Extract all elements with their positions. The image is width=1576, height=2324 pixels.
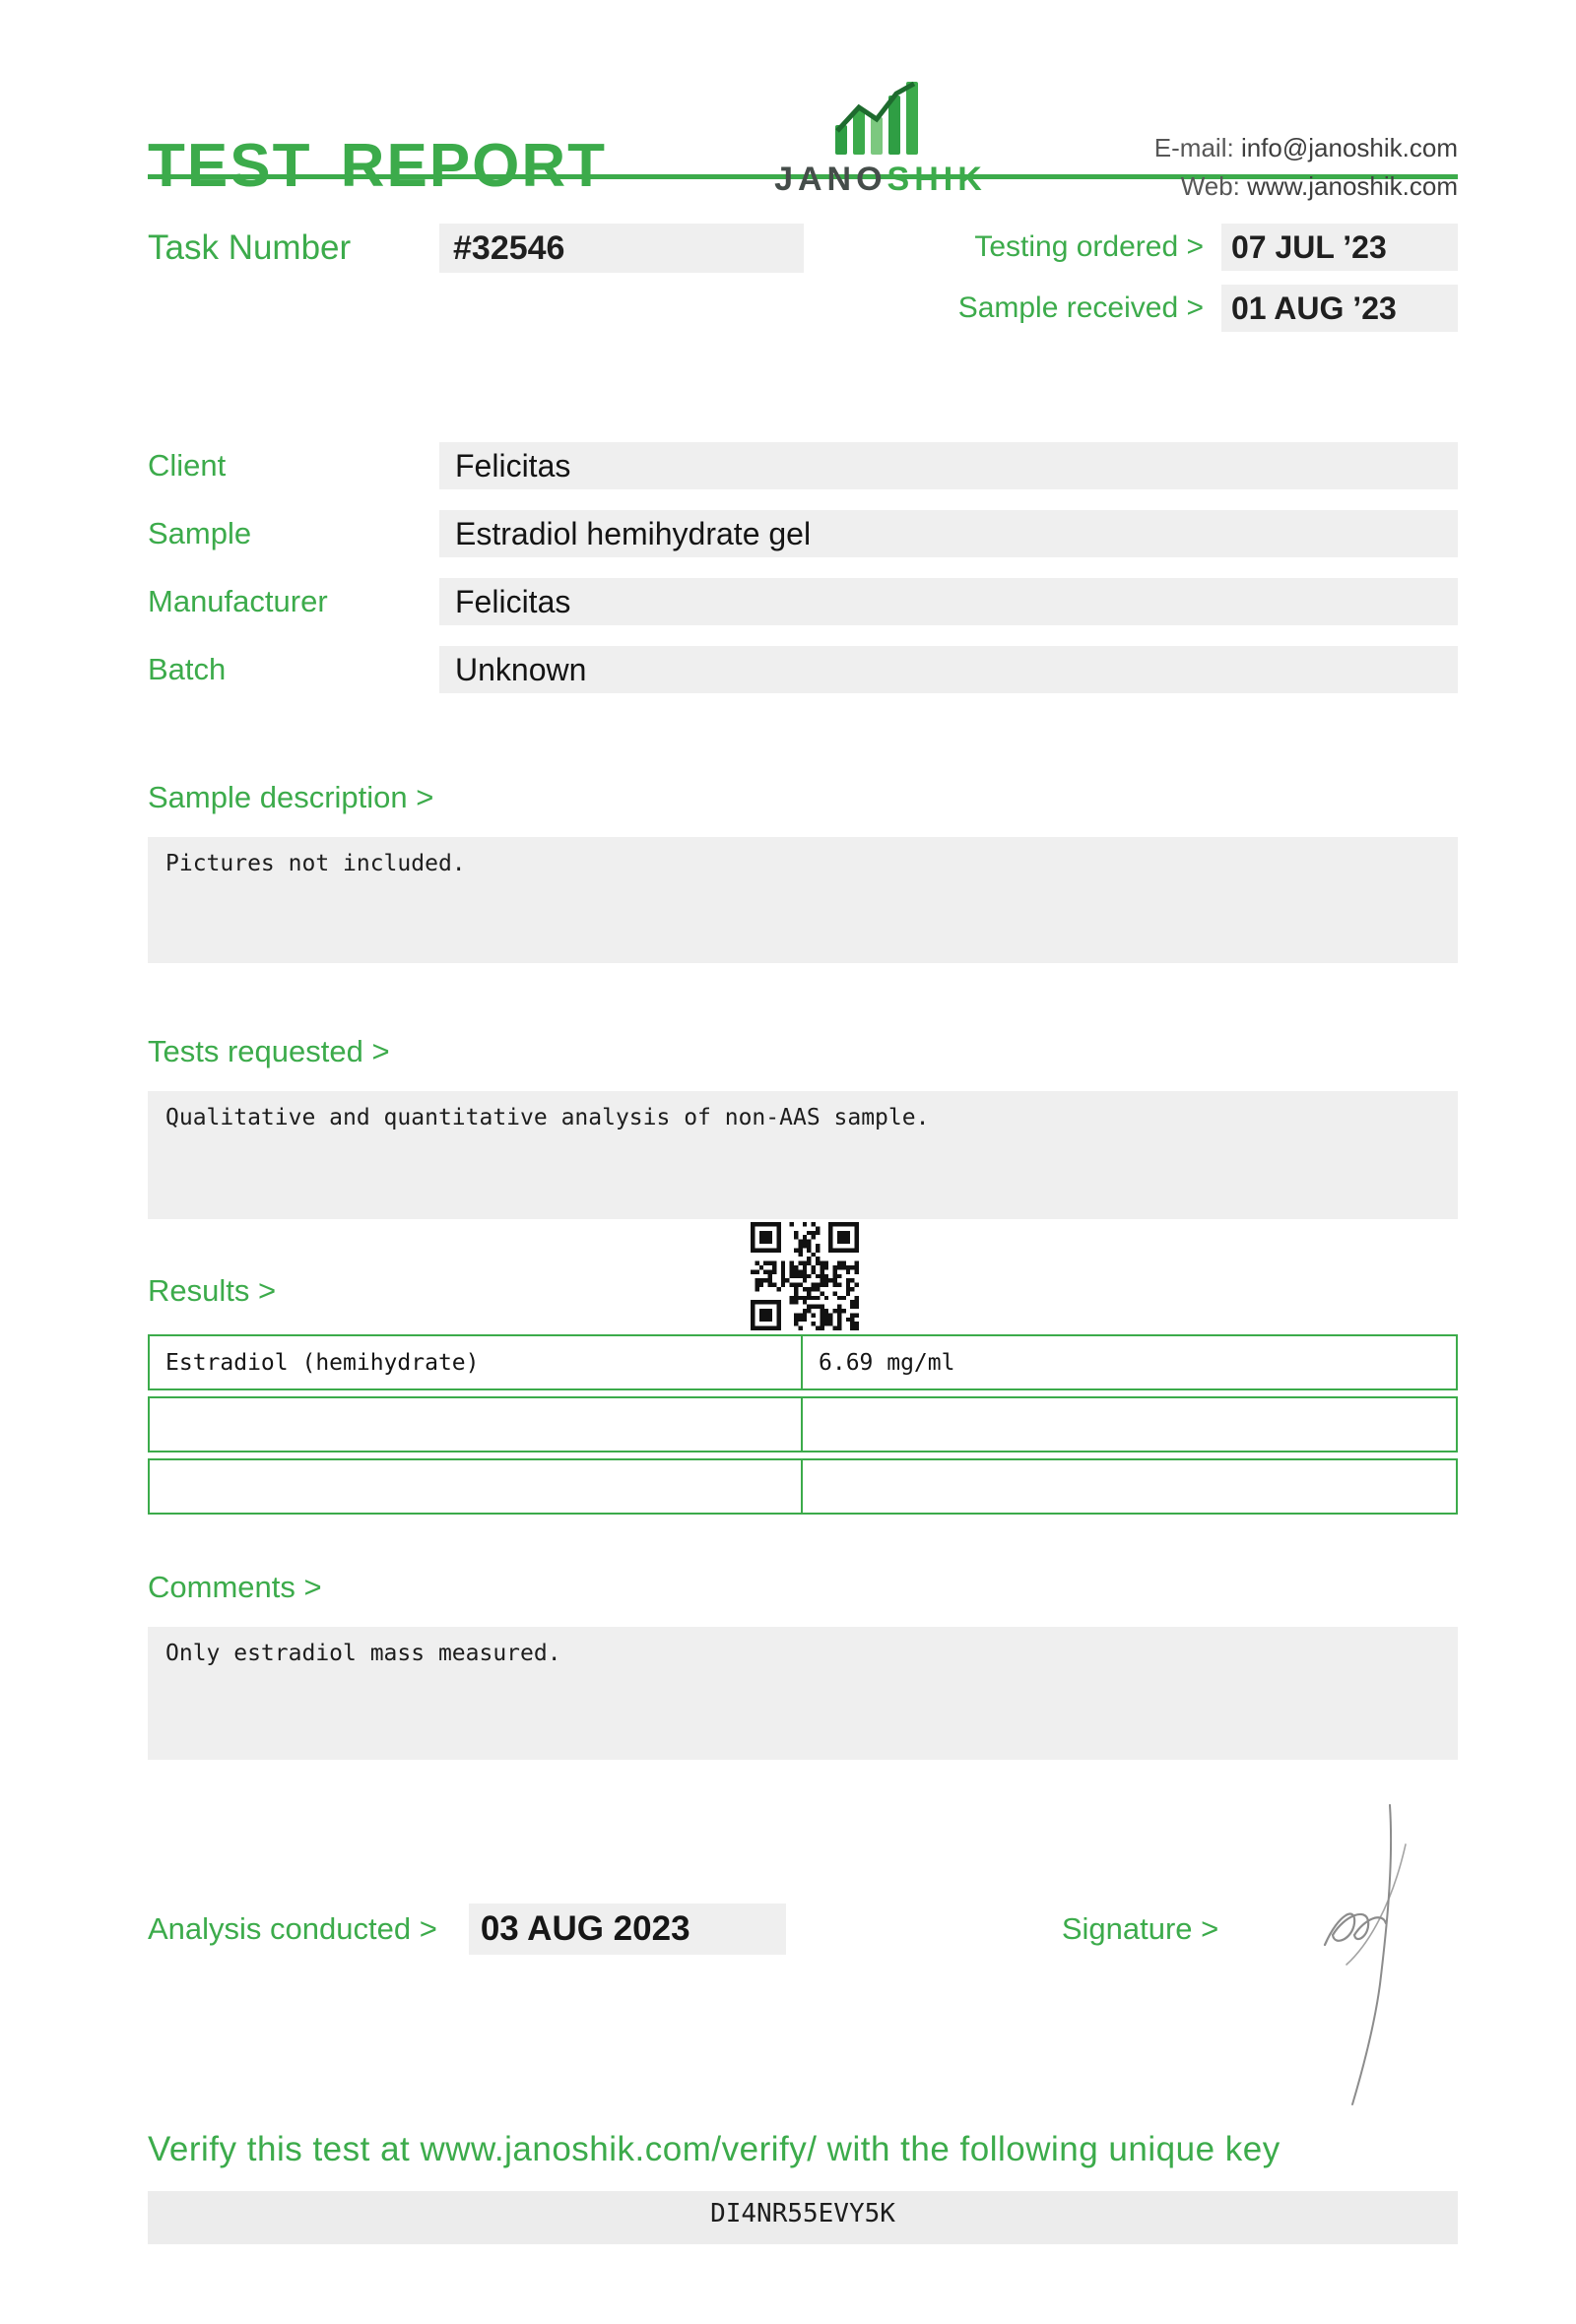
web-value: www.janoshik.com: [1247, 171, 1458, 201]
email-value: info@janoshik.com: [1240, 133, 1458, 162]
manufacturer-value: Felicitas: [439, 578, 1458, 625]
signature-handwriting: [1295, 1797, 1443, 2112]
results-heading: Results >: [148, 1273, 277, 1308]
sample-description-section: [148, 780, 1458, 963]
comments-text: Only estradiol mass measured.: [148, 1627, 1458, 1760]
bar-chart-logo-icon: [831, 80, 930, 159]
contact-web: [1154, 167, 1458, 206]
sample-label: Sample: [148, 516, 252, 550]
logo-text-dark: JANO: [774, 161, 887, 198]
detail-row-client: [148, 442, 1458, 489]
results-table: [148, 1334, 1458, 1515]
comments-section: [148, 1570, 1458, 1760]
task-number-row: [148, 224, 804, 273]
detail-row-manufacturer: [148, 578, 1458, 625]
client-value: Felicitas: [439, 442, 1458, 489]
logo-text-green: SHIK: [886, 161, 987, 198]
dates-meta: [958, 224, 1458, 332]
result-cell: [803, 1398, 1456, 1451]
sample-details-section: [148, 442, 1458, 693]
sample-received-row: [958, 285, 1458, 332]
result-cell: [803, 1460, 1456, 1513]
analyte-cell: [150, 1398, 803, 1451]
task-number-label: Task Number: [148, 228, 352, 267]
client-label: Client: [148, 448, 227, 483]
analyte-cell: [150, 1460, 803, 1513]
sample-received-value: 01 AUG ’23: [1221, 285, 1458, 332]
report-header: [0, 0, 1576, 201]
testing-ordered-row: [958, 224, 1458, 271]
tests-requested-heading: Tests requested >: [148, 1034, 390, 1068]
task-meta-section: [148, 224, 1458, 332]
table-row: [148, 1396, 1458, 1452]
table-row: [148, 1458, 1458, 1515]
signature-label: Signature >: [1061, 1911, 1219, 1946]
detail-row-sample: [148, 510, 1458, 557]
manufacturer-label: Manufacturer: [148, 584, 328, 618]
batch-value: Unknown: [439, 646, 1458, 693]
detail-row-batch: [148, 646, 1458, 693]
analysis-signature-section: [148, 1904, 1458, 1955]
email-label: E-mail:: [1153, 133, 1234, 162]
qr-code: [751, 1222, 859, 1330]
testing-ordered-value: 07 JUL ’23: [1221, 224, 1458, 271]
table-row: [148, 1334, 1458, 1390]
janoshik-logo: [774, 80, 987, 199]
tests-requested-section: [148, 1034, 1458, 1219]
sample-received-label: Sample received >: [957, 291, 1204, 324]
results-section: [148, 1273, 1458, 1515]
sample-value: Estradiol hemihydrate gel: [439, 510, 1458, 557]
sample-description-heading: Sample description >: [148, 780, 434, 814]
testing-ordered-label: Testing ordered >: [974, 230, 1204, 263]
tests-requested-text: Qualitative and quantitative analysis of non-AAS sample.: [148, 1091, 1458, 1219]
logo-wordmark: [774, 161, 987, 199]
batch-label: Batch: [148, 652, 227, 686]
unique-key: DI4NR55EVY5K: [148, 2191, 1458, 2244]
contact-info: [1154, 129, 1458, 206]
sample-description-text: Pictures not included.: [148, 837, 1458, 963]
analysis-conducted-label: Analysis conducted >: [148, 1911, 437, 1946]
web-label: Web:: [1180, 171, 1240, 201]
analyte-cell: Estradiol (hemihydrate): [150, 1336, 803, 1388]
verify-text: Verify this test at www.janoshik.com/verify/ with the following unique key: [148, 2130, 1280, 2168]
page-title: TEST REPORT: [148, 132, 608, 200]
comments-heading: Comments >: [148, 1570, 322, 1604]
contact-email: [1154, 129, 1458, 167]
task-number-value: #32546: [439, 224, 804, 273]
result-cell: 6.69 mg/ml: [819, 1349, 955, 1376]
analysis-conducted-value: 03 AUG 2023: [469, 1904, 786, 1955]
